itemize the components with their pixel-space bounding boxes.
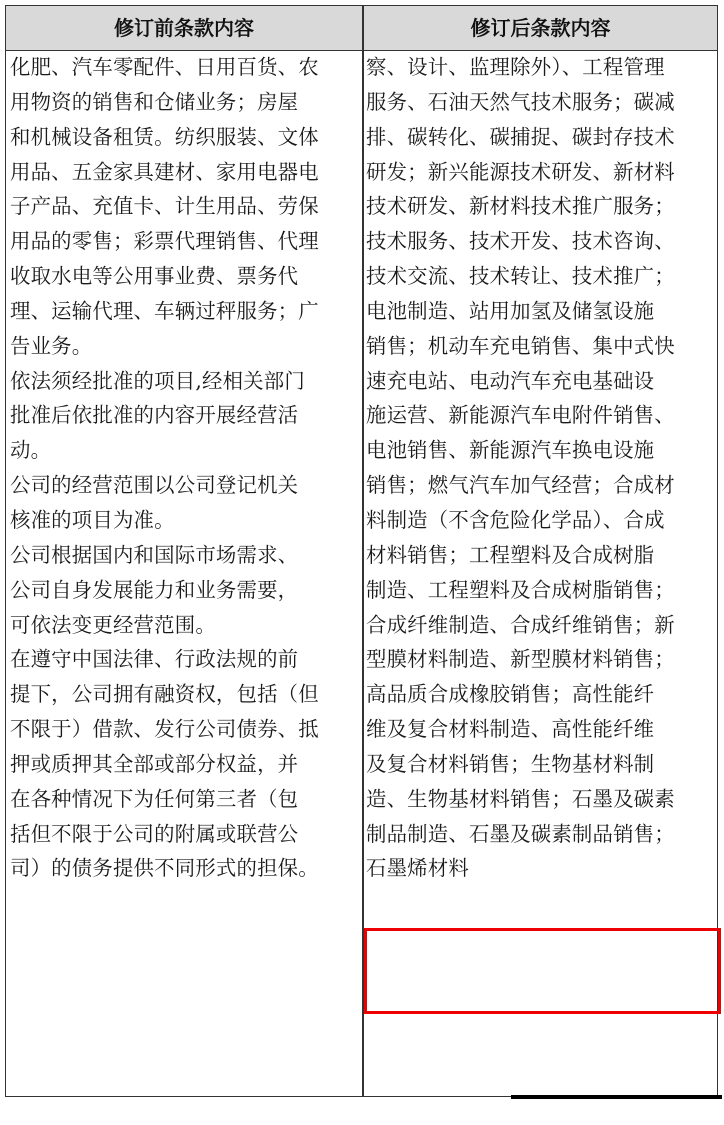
text-line: 用品、五金家具建材、家用电器电	[10, 159, 319, 184]
text-line: 高品质合成橡胶销售；高性能纤	[366, 682, 655, 707]
text-line: 和机械设备租赁。纺织服装、文体	[10, 124, 319, 149]
header-before-revision: 修订前条款内容	[114, 16, 254, 40]
text-line: 合成纤维制造、合成纤维销售；新	[366, 612, 675, 637]
text-line: 石墨烯材料	[366, 856, 469, 881]
text-line: 依法须经批准的项目,经相关部门	[10, 368, 305, 393]
text-line: 察、设计、监理除外）、工程管理	[366, 55, 665, 79]
text-line: 速充电站、电动汽车充电基础设	[366, 368, 655, 393]
text-line: 理、运输代理、车辆过秤服务；广	[10, 298, 319, 323]
text-line: 告业务。	[10, 333, 93, 358]
text-line: 在遵守中国法律、行政法规的前	[10, 647, 299, 672]
header-after-revision: 修订后条款内容	[470, 16, 611, 40]
text-line: 制造、工程塑料及合成树脂销售；	[366, 577, 675, 602]
text-line: 研发；新兴能源技术研发、新材料	[366, 159, 675, 184]
text-line: 在各种情况下为任何第三者（包	[10, 786, 299, 811]
text-line: 公司自身发展能力和业务需要，	[10, 577, 299, 602]
bottom-rule	[511, 1095, 722, 1099]
text-line: 批准后依批准的内容开展经营活	[10, 403, 299, 428]
text-line: 可依法变更经营范围。	[10, 612, 216, 637]
text-line: 公司的经营范围以公司登记机关	[10, 473, 299, 498]
text-line: 电池销售、新能源汽车换电设施	[366, 438, 655, 463]
text-line: 型膜材料制造、新型膜材料销售；	[366, 647, 675, 672]
text-line: 材料销售；工程塑料及合成树脂	[366, 542, 655, 567]
text-line: 提下，公司拥有融资权，包括（但	[10, 682, 319, 707]
text-line: 技术交流、技术转让、技术推广；	[366, 264, 675, 289]
text-line: 料制造（不含危险化学品）、合成	[366, 507, 665, 532]
text-line: 公司根据国内和国际市场需求、	[10, 542, 299, 567]
text-line: 造、生物基材料销售；石墨及碳素	[366, 786, 675, 811]
text-line: 销售；燃气汽车加气经营；合成材	[366, 473, 675, 498]
text-line: 排、碳转化、碳捕捉、碳封存技术	[366, 124, 675, 149]
text-line: 子产品、充值卡、计生用品、劳保	[10, 194, 319, 219]
after-revision-column	[366, 50, 706, 886]
text-line: 服务、石油天然气技术服务；碳减	[366, 89, 675, 114]
text-line: 技术研发、新材料技术推广服务；	[366, 194, 675, 219]
text-line: 动。	[10, 438, 52, 463]
text-line: 押或质押其全部或部分权益，并	[10, 751, 299, 776]
text-line: 销售；机动车充电销售、集中式快	[366, 333, 675, 358]
text-line: 括但不限于公司的附属或联营公	[10, 821, 299, 846]
text-line: 化肥、汽车零配件、日用百货、农	[10, 55, 319, 79]
highlight-box	[364, 928, 721, 1014]
text-line: 用物资的销售和仓储业务；房屋	[10, 89, 299, 114]
text-line: 制品制造、石墨及碳素制品销售；	[366, 821, 675, 846]
text-line: 及复合材料销售；生物基材料制	[366, 751, 655, 776]
text-line: 电池制造、站用加氢及储氢设施	[366, 298, 655, 323]
text-line: 核准的项目为准。	[10, 507, 175, 532]
text-line: 司）的债务提供不同形式的担保。	[10, 856, 319, 881]
text-line: 施运营、新能源汽车电附件销售、	[366, 403, 675, 428]
text-line: 不限于）借款、发行公司债券、抵	[10, 717, 319, 742]
text-line: 用品的零售；彩票代理销售、代理	[10, 229, 319, 254]
text-line: 维及复合材料制造、高性能纤维	[366, 717, 655, 742]
text-line: 收取水电等公用事业费、票务代	[10, 264, 299, 289]
before-revision-column	[10, 50, 350, 886]
text-line: 技术服务、技术开发、技术咨询、	[366, 229, 675, 254]
